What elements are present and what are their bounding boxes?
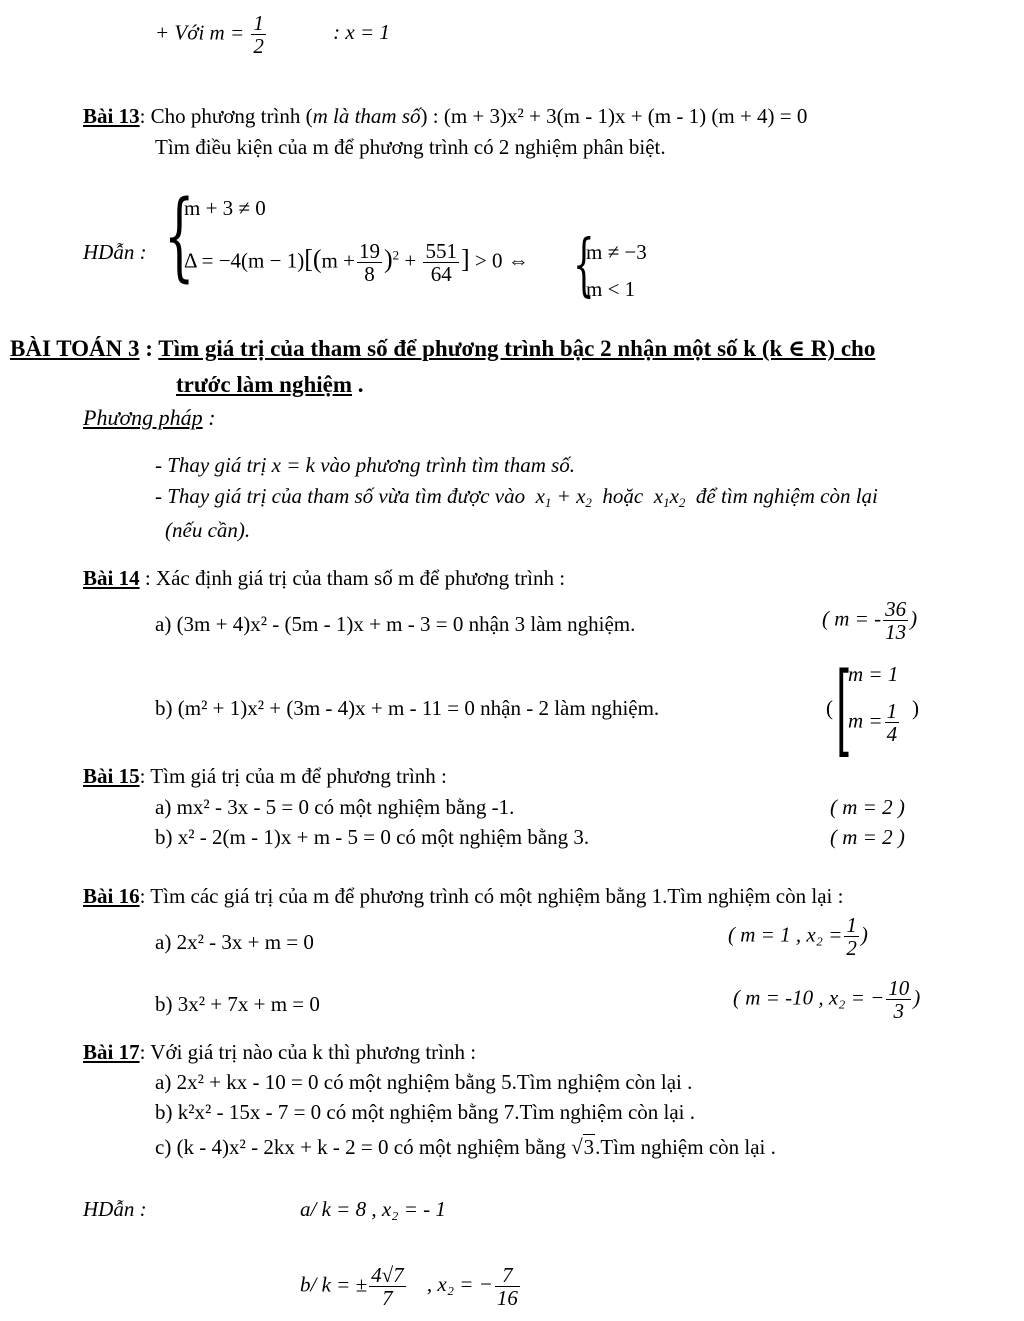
- bai15-intro-line: [83, 764, 447, 788]
- bai14-b-ans2: [848, 700, 901, 745]
- frac-den: 2: [846, 936, 857, 961]
- bai15-b: b) x² - 2(m - 1)x + m - 5 = 0 có một nghiệm bằng 3.: [155, 825, 590, 849]
- frac-num: 1: [253, 11, 264, 35]
- frac-num: 19: [358, 239, 380, 263]
- step2: - Thay giá trị của tham số vừa tìm được vào $x_1 + x_2$ hoặc $x_1x_2$ để tìm nghiệm còn lại: [155, 484, 878, 510]
- bai13-text-a: : Cho phương trình (: [139, 104, 313, 128]
- frac-num: 551: [425, 239, 457, 263]
- bai17-c: [155, 1135, 776, 1159]
- bai13-line1: [83, 104, 807, 128]
- ans-post: ): [860, 922, 868, 947]
- step2-c: để tìm nghiệm còn lại: [695, 484, 878, 508]
- frac-10-3: [886, 977, 911, 1022]
- bai13-text-it: m là tham số: [312, 104, 421, 128]
- ans-pre: ( m = 1 , x₂ =: [728, 922, 843, 947]
- frac-num: 1: [886, 699, 898, 723]
- baitoan3-label: BÀI TOÁN 3: [10, 336, 140, 361]
- frac-den: 16: [496, 1286, 518, 1311]
- bai16-intro: : Tìm các giá trị của m để phương trình có một nghiệm bằng 1.Tìm nghiệm còn lại :: [139, 884, 844, 908]
- method-label: Phương pháp: [83, 405, 203, 430]
- bai15-intro: : Tìm giá trị của m để phương trình :: [139, 764, 447, 788]
- delta-prefix: Δ = −4(m − 1): [184, 248, 305, 273]
- bai14-a-answer: [822, 598, 917, 643]
- ans-post: ): [910, 606, 918, 631]
- bai14-intro: : Xác định giá trị của tham số m để phương trình :: [144, 566, 566, 590]
- frac-num: 7: [495, 1264, 520, 1287]
- c-text-a: c) (k - 4)x² - 2kx + k - 2 = 0 có một nghiệm bằng: [155, 1135, 566, 1159]
- top-line: [155, 12, 390, 57]
- bai14-intro-line: [83, 566, 565, 590]
- top-fraction: [251, 12, 266, 57]
- bai15-a: a) mx² - 3x - 5 = 0 có một nghiệm bằng -1.: [155, 795, 515, 819]
- frac-num: 36: [885, 597, 907, 621]
- ans-b-mid: , x₂ = −: [426, 1272, 493, 1297]
- bai16-a: a) 2x² - 3x + m = 0: [155, 930, 314, 954]
- bracket-open-icon: [(: [304, 244, 322, 274]
- frac-den: 3: [893, 999, 905, 1024]
- ans-pre: ( m = -10 , x₂ = −: [733, 985, 885, 1010]
- bracket-close-icon: ]: [460, 244, 470, 274]
- sqrt-radicand: 3: [583, 1135, 595, 1159]
- c-text-b: .Tìm nghiệm còn lại .: [595, 1135, 776, 1159]
- bai13-brace-icon: {: [164, 180, 195, 292]
- frac-19-8: [357, 240, 382, 285]
- bai14-b-paren-close: ): [912, 696, 919, 720]
- ans-pre: ( m = -: [822, 606, 882, 631]
- bai17-intro: : Với giá trị nào của k thì phương trình :: [139, 1040, 477, 1064]
- frac-4sqrt7-7: [369, 1264, 406, 1309]
- frac-7-16: [495, 1264, 520, 1309]
- bai15-label: Bài 15: [83, 764, 140, 788]
- delta-equiv: > 0 ⇔: [474, 248, 529, 273]
- top-result: : x = 1: [333, 20, 390, 45]
- bai15-a-answer: ( m = 2 ): [830, 795, 905, 819]
- bai17-b: b) k²x² - 15x - 7 = 0 có một nghiệm bằng 7.Tìm nghiệm còn lại .: [155, 1100, 696, 1124]
- bai16-b: b) 3x² + 7x + m = 0: [155, 992, 320, 1016]
- ans-b-pre: b/ k = ±: [300, 1272, 368, 1297]
- bai13-label: Bài 13: [83, 104, 140, 128]
- top-prefix: + Với m =: [155, 20, 245, 45]
- frac-num: 10: [888, 976, 910, 1000]
- bai17-intro-line: [83, 1040, 476, 1064]
- bai13-equation: ) : (m + 3)x² + 3(m - 1)x + (m - 1) (m + 4) = 0: [420, 104, 808, 128]
- bai13-result-brace-icon: {: [573, 226, 595, 305]
- bai15-b-answer: ( m = 2 ): [830, 825, 905, 849]
- bai14-b-paren-open: (: [826, 696, 833, 720]
- baitoan3-title2: trước làm nghiệm: [176, 372, 353, 397]
- bai14-a: a) (3m + 4)x² - (5m - 1)x + m - 3 = 0 nhận 3 làm nghiệm.: [155, 612, 636, 636]
- bai17-hd-label: HDẫn :: [83, 1197, 147, 1221]
- baitoan3-title1: Tìm giá trị của tham số để phương trình bậc 2 nhận một số k (k ∈ R) cho: [158, 336, 876, 361]
- bai16-b-answer: [733, 977, 920, 1022]
- bai13-line2: Tìm điều kiện của m để phương trình có 2 nghiệm phân biệt.: [155, 135, 666, 159]
- bai17-ans-a: a/ k = 8 , x₂ = - 1: [300, 1197, 446, 1221]
- frac-num: 1: [846, 913, 857, 937]
- step1: - Thay giá trị x = k vào phương trình tìm tham số.: [155, 453, 576, 477]
- frac-den: 13: [885, 620, 907, 645]
- bai14-b: b) (m² + 1)x² + (3m - 4)x + m - 11 = 0 nhận - 2 làm nghiệm.: [155, 696, 660, 720]
- bai16-label: Bài 16: [83, 884, 140, 908]
- step2-a: - Thay giá trị của tham số vừa tìm được vào: [155, 484, 526, 508]
- bai17-label: Bài 17: [83, 1040, 140, 1064]
- bai14-b-ans1: m = 1: [848, 662, 899, 686]
- bai14-label: Bài 14: [83, 566, 140, 590]
- frac-1-2: [844, 914, 859, 959]
- frac-num: 4√7: [371, 1263, 404, 1287]
- method-line: Phương pháp :: [83, 405, 216, 430]
- delta-m: m +: [321, 248, 355, 273]
- step2-b: hoặc: [602, 484, 644, 508]
- frac-den: 7: [382, 1286, 393, 1311]
- bai16-intro-line: [83, 884, 843, 908]
- bai13-res1: m ≠ −3: [586, 240, 647, 264]
- ans-post: ): [913, 985, 921, 1010]
- bai13-delta: Δ = −4(m − 1)[(m + $\frac{19}{8}$ )$^2$ + $\frac{551}{64}$ ] > 0 ⇔: [184, 239, 529, 287]
- frac-den: 8: [364, 262, 375, 287]
- ans-pre: m =: [848, 708, 883, 733]
- bai16-a-answer: [728, 914, 868, 959]
- baitoan3-heading: BÀI TOÁN 3 : Tìm giá trị của tham số để phương trình bậc 2 nhận một số k (k ∈ R) cho: [10, 336, 876, 361]
- frac-den: 4: [886, 722, 898, 747]
- bai17-a: a) 2x² + kx - 10 = 0 có một nghiệm bằng 5.Tìm nghiệm còn lại .: [155, 1070, 693, 1094]
- frac-551-64: [423, 240, 459, 285]
- baitoan3-title2-line: trước làm nghiệm .: [176, 372, 364, 397]
- paren-close-icon: ): [383, 244, 393, 274]
- sqrt-3: √3: [571, 1135, 595, 1159]
- bai13-hd-label: HDẫn :: [83, 240, 147, 264]
- frac-den: 64: [430, 262, 452, 287]
- frac-1-4: [885, 700, 900, 745]
- frac-den: 2: [253, 34, 264, 59]
- bai13-cond1: m + 3 ≠ 0: [184, 196, 266, 220]
- step3: (nếu cần).: [165, 518, 251, 542]
- bai17-ans-b: [300, 1264, 522, 1309]
- frac-36-13: [883, 598, 908, 643]
- bai13-res2: m < 1: [586, 277, 636, 301]
- bai14-b-bracket-icon: [: [836, 651, 852, 768]
